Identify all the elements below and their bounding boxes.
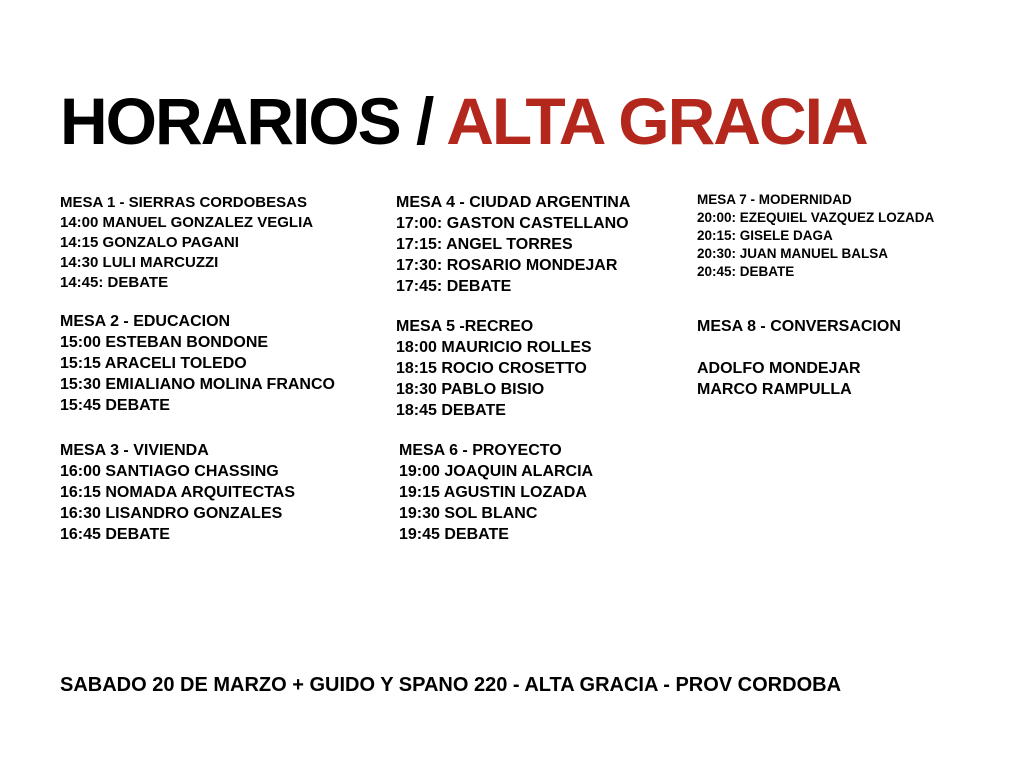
- schedule-item: 20:15: GISELE DAGA: [697, 228, 833, 243]
- participant: MARCO RAMPULLA: [697, 381, 852, 398]
- schedule-item: 15:00 ESTEBAN BONDONE: [60, 334, 269, 351]
- mesa-heading: MESA 1 - SIERRAS CORDOBESAS: [60, 194, 307, 211]
- schedule-item: 18:15 ROCIO CROSETTO: [396, 360, 587, 377]
- event-footer: SABADO 20 DE MARZO + GUIDO Y SPANO 220 - ALTA GRACIA - PROV CORDOBA: [60, 674, 842, 696]
- mesa-heading: MESA 3 - VIVIENDA: [60, 442, 209, 459]
- mesa-4: [396, 192, 630, 297]
- schedule-item: 20:00: EZEQUIEL VAZQUEZ LOZADA: [697, 210, 935, 225]
- title-accent: ALTA GRACIA: [446, 84, 867, 158]
- schedule-item: 14:30 LULI MARCUZZI: [60, 254, 219, 271]
- mesa-heading: MESA 2 - EDUCACION: [60, 313, 231, 330]
- schedule-item: 19:30 SOL BLANC: [399, 505, 538, 522]
- mesa-6: [399, 440, 593, 545]
- blank-line: [697, 337, 901, 358]
- schedule-item: 14:00 MANUEL GONZALEZ VEGLIA: [60, 214, 314, 231]
- mesa-heading: MESA 4 - CIUDAD ARGENTINA: [396, 194, 631, 211]
- mesa-8: [697, 316, 901, 400]
- schedule-item: 16:15 NOMADA ARQUITECTAS: [60, 484, 295, 501]
- schedule-item: 14:15 GONZALO PAGANI: [60, 234, 239, 251]
- schedule-item: 18:30 PABLO BISIO: [396, 381, 545, 398]
- schedule-item: 16:30 LISANDRO GONZALES: [60, 505, 283, 522]
- schedule-item: 18:45 DEBATE: [396, 402, 506, 419]
- schedule-item: 19:45 DEBATE: [399, 526, 509, 543]
- schedule-item: 15:45 DEBATE: [60, 397, 170, 414]
- page-title: [60, 84, 867, 158]
- schedule-item: 18:00 MAURICIO ROLLES: [396, 339, 592, 356]
- mesa-2: [60, 311, 335, 416]
- mesa-heading: MESA 5 -RECREO: [396, 318, 534, 335]
- schedule-item: 15:30 EMIALIANO MOLINA FRANCO: [60, 376, 335, 393]
- schedule-item: 17:00: GASTON CASTELLANO: [396, 215, 629, 232]
- schedule-item: 20:30: JUAN MANUEL BALSA: [697, 246, 889, 261]
- schedule-item: 16:45 DEBATE: [60, 526, 170, 543]
- schedule-item: 17:15: ANGEL TORRES: [396, 236, 573, 253]
- mesa-3: [60, 440, 295, 545]
- mesa-heading: MESA 6 - PROYECTO: [399, 442, 562, 459]
- mesa-heading: MESA 8 - CONVERSACION: [697, 318, 901, 335]
- mesa-1: [60, 193, 313, 293]
- schedule-item: 19:15 AGUSTIN LOZADA: [399, 484, 587, 501]
- schedule-item: 19:00 JOAQUIN ALARCIA: [399, 463, 594, 480]
- title-main: HORARIOS /: [60, 84, 447, 158]
- schedule-item: 14:45: DEBATE: [60, 274, 169, 291]
- mesa-5: [396, 316, 592, 421]
- schedule-item: 20:45: DEBATE: [697, 264, 795, 279]
- schedule-item: 17:45: DEBATE: [396, 278, 512, 295]
- schedule-item: 15:15 ARACELI TOLEDO: [60, 355, 247, 372]
- schedule-item: 16:00 SANTIAGO CHASSING: [60, 463, 279, 480]
- mesa-heading: MESA 7 - MODERNIDAD: [697, 192, 852, 207]
- schedule-item: 17:30: ROSARIO MONDEJAR: [396, 257, 618, 274]
- mesa-7: [697, 191, 934, 281]
- participant: ADOLFO MONDEJAR: [697, 360, 861, 377]
